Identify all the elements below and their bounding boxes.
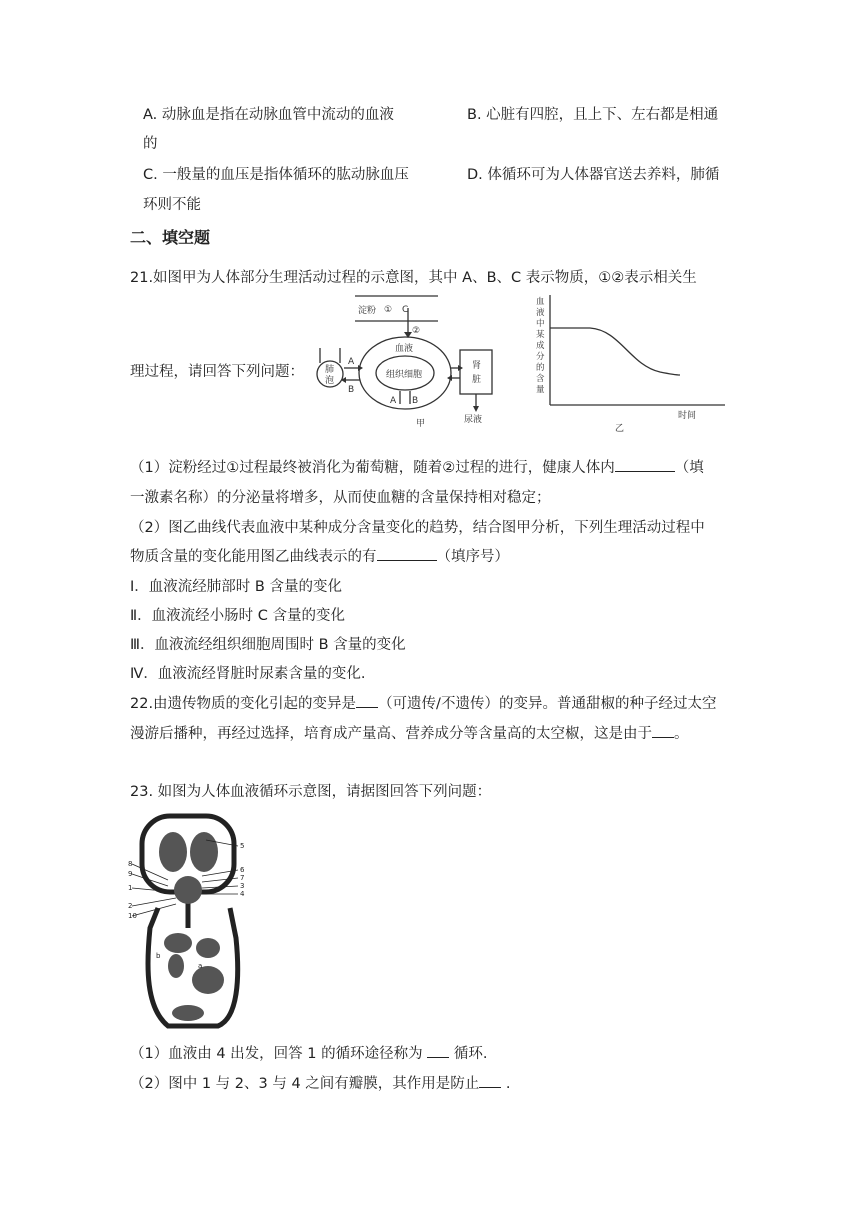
q21-option-3: Ⅲ．血液流经组织细胞周围时 B 含量的变化 [130, 637, 406, 653]
q23-part1-text: （1）血液由 4 出发，回答 1 的循环途径称为 [130, 1046, 428, 1062]
answer-blank[interactable] [427, 1043, 449, 1058]
q23-part2-text-end: . [501, 1076, 511, 1092]
ylabel-char-7: 含 [536, 374, 545, 384]
figure-circulation [128, 808, 256, 1036]
label-urine: 尿液 [464, 415, 483, 425]
section-heading: 二、填空题 [130, 228, 211, 247]
q23-stem: 23. 如图为人体血液循环示意图，请据图回答下列问题： [130, 784, 492, 800]
q22-text-c: 漫游后播种，再经过选择，培育成产量高、营养成分等含量高的太空椒，这是由于 [130, 726, 652, 742]
label-9: 9 [128, 870, 133, 878]
ylabel-char-3: 某 [536, 330, 545, 340]
ylabel-char-0: 血 [536, 297, 545, 307]
q21-part1-line1 [130, 456, 704, 477]
q23-part2-text: （2）图中 1 与 2、3 与 4 之间有瓣膜，其作用是防止 [130, 1076, 480, 1092]
q21-part2-line1: （2）图乙曲线代表血液中某种成分含量变化的趋势，结合图甲分析，下列生理活动过程中 [130, 520, 705, 536]
q21-part1-text: （1）淀粉经过①过程最终被消化为葡萄糖，随着②过程的进行，健康人体内 [130, 460, 615, 476]
ylabel-char-2: 中 [536, 319, 545, 329]
q21-part2-text: 物质含量的变化能用图乙曲线表示的有 [130, 549, 377, 565]
label-process-2: ② [412, 326, 421, 336]
y-axis-label [536, 296, 545, 395]
option-c: C. 一般量的血压是指体循环的肱动脉血压 [143, 167, 409, 183]
q21-option-2: Ⅱ．血液流经小肠时 C 含量的变化 [130, 608, 345, 624]
q22-line2 [130, 722, 689, 743]
option-b: B. 心脏有四腔，且上下、左右都是相通 [467, 107, 719, 123]
label-process-1: ① [384, 305, 393, 315]
label-a-left: A [348, 357, 355, 367]
q21-part1-line2: 一激素名称）的分泌量将增多，从而使血糖的含量保持相对稳定； [130, 490, 551, 506]
label-kidney1: 肾 [472, 361, 482, 371]
q21-option-1: Ⅰ．血液流经肺部时 B 含量的变化 [130, 579, 342, 595]
figure-yi [530, 290, 730, 435]
label-3: 3 [240, 882, 245, 890]
label-6: 6 [240, 866, 245, 874]
label-5: 5 [240, 842, 245, 850]
option-c-continued: 环则不能 [143, 197, 201, 213]
label-7: 7 [240, 874, 245, 882]
ylabel-char-5: 分 [536, 352, 545, 362]
answer-blank[interactable] [356, 693, 378, 708]
label-b-bottom: B [412, 396, 419, 406]
q22-text-b: （可遗传/不遗传）的变异。普通甜椒的种子经过太空 [378, 696, 717, 712]
label-kidney2: 脏 [472, 375, 482, 385]
q22-line1 [130, 692, 716, 713]
answer-blank[interactable] [377, 546, 437, 561]
answer-blank[interactable] [479, 1073, 501, 1088]
label-8: 8 [128, 860, 133, 868]
q23-part1 [130, 1042, 487, 1063]
label-10: 10 [128, 912, 137, 920]
label-c: C [402, 305, 409, 315]
label-blood: 血液 [395, 344, 414, 354]
label-a-bottom: A [390, 396, 397, 406]
caption-jia: 甲 [416, 419, 426, 428]
answer-blank[interactable] [652, 723, 674, 738]
label-b: b [156, 952, 161, 960]
label-1: 1 [128, 884, 133, 892]
q22-text-a: 22.由遗传物质的变化引起的变异是 [130, 696, 357, 712]
label-lung2: 泡 [325, 376, 335, 386]
label-a: a [198, 962, 203, 970]
q22-text-d: 。 [674, 726, 689, 742]
option-a-continued: 的 [143, 136, 158, 152]
q21-stem-line1: 21.如图甲为人体部分生理活动过程的示意图，其中 A、B、C 表示物质，①②表示相关生 [130, 270, 697, 286]
ylabel-char-4: 成 [536, 341, 545, 351]
label-lung1: 肺 [325, 365, 335, 375]
ylabel-char-1: 液 [536, 308, 545, 318]
q21-stem-line2: 理过程，请回答下列问题： [130, 364, 304, 380]
ylabel-char-8: 量 [536, 385, 545, 395]
option-a: A. 动脉血是指在动脉血管中流动的血液 [143, 107, 394, 123]
label-tissue-cell: 组织细胞 [386, 370, 423, 380]
option-d: D. 体循环可为人体器官送去养料，肺循 [467, 167, 720, 183]
q21-part2-text-end: （填序号） [436, 549, 509, 565]
ylabel-char-6: 的 [536, 363, 545, 373]
caption-yi: 乙 [615, 424, 625, 434]
label-2: 2 [128, 902, 133, 910]
q21-option-4: Ⅳ．血液流经肾脏时尿素含量的变化. [130, 666, 366, 682]
q23-part2 [130, 1072, 511, 1093]
answer-blank[interactable] [615, 457, 675, 472]
q21-part2-line2 [130, 545, 509, 566]
x-axis-label: 时间 [678, 411, 697, 421]
figure-jia [300, 288, 515, 428]
label-starch: 淀粉 [358, 306, 377, 316]
q23-part1-text-end: 循环. [449, 1046, 488, 1062]
label-4: 4 [240, 890, 245, 898]
q21-part1-text-end: （填 [674, 460, 704, 476]
label-b-left: B [348, 385, 355, 395]
